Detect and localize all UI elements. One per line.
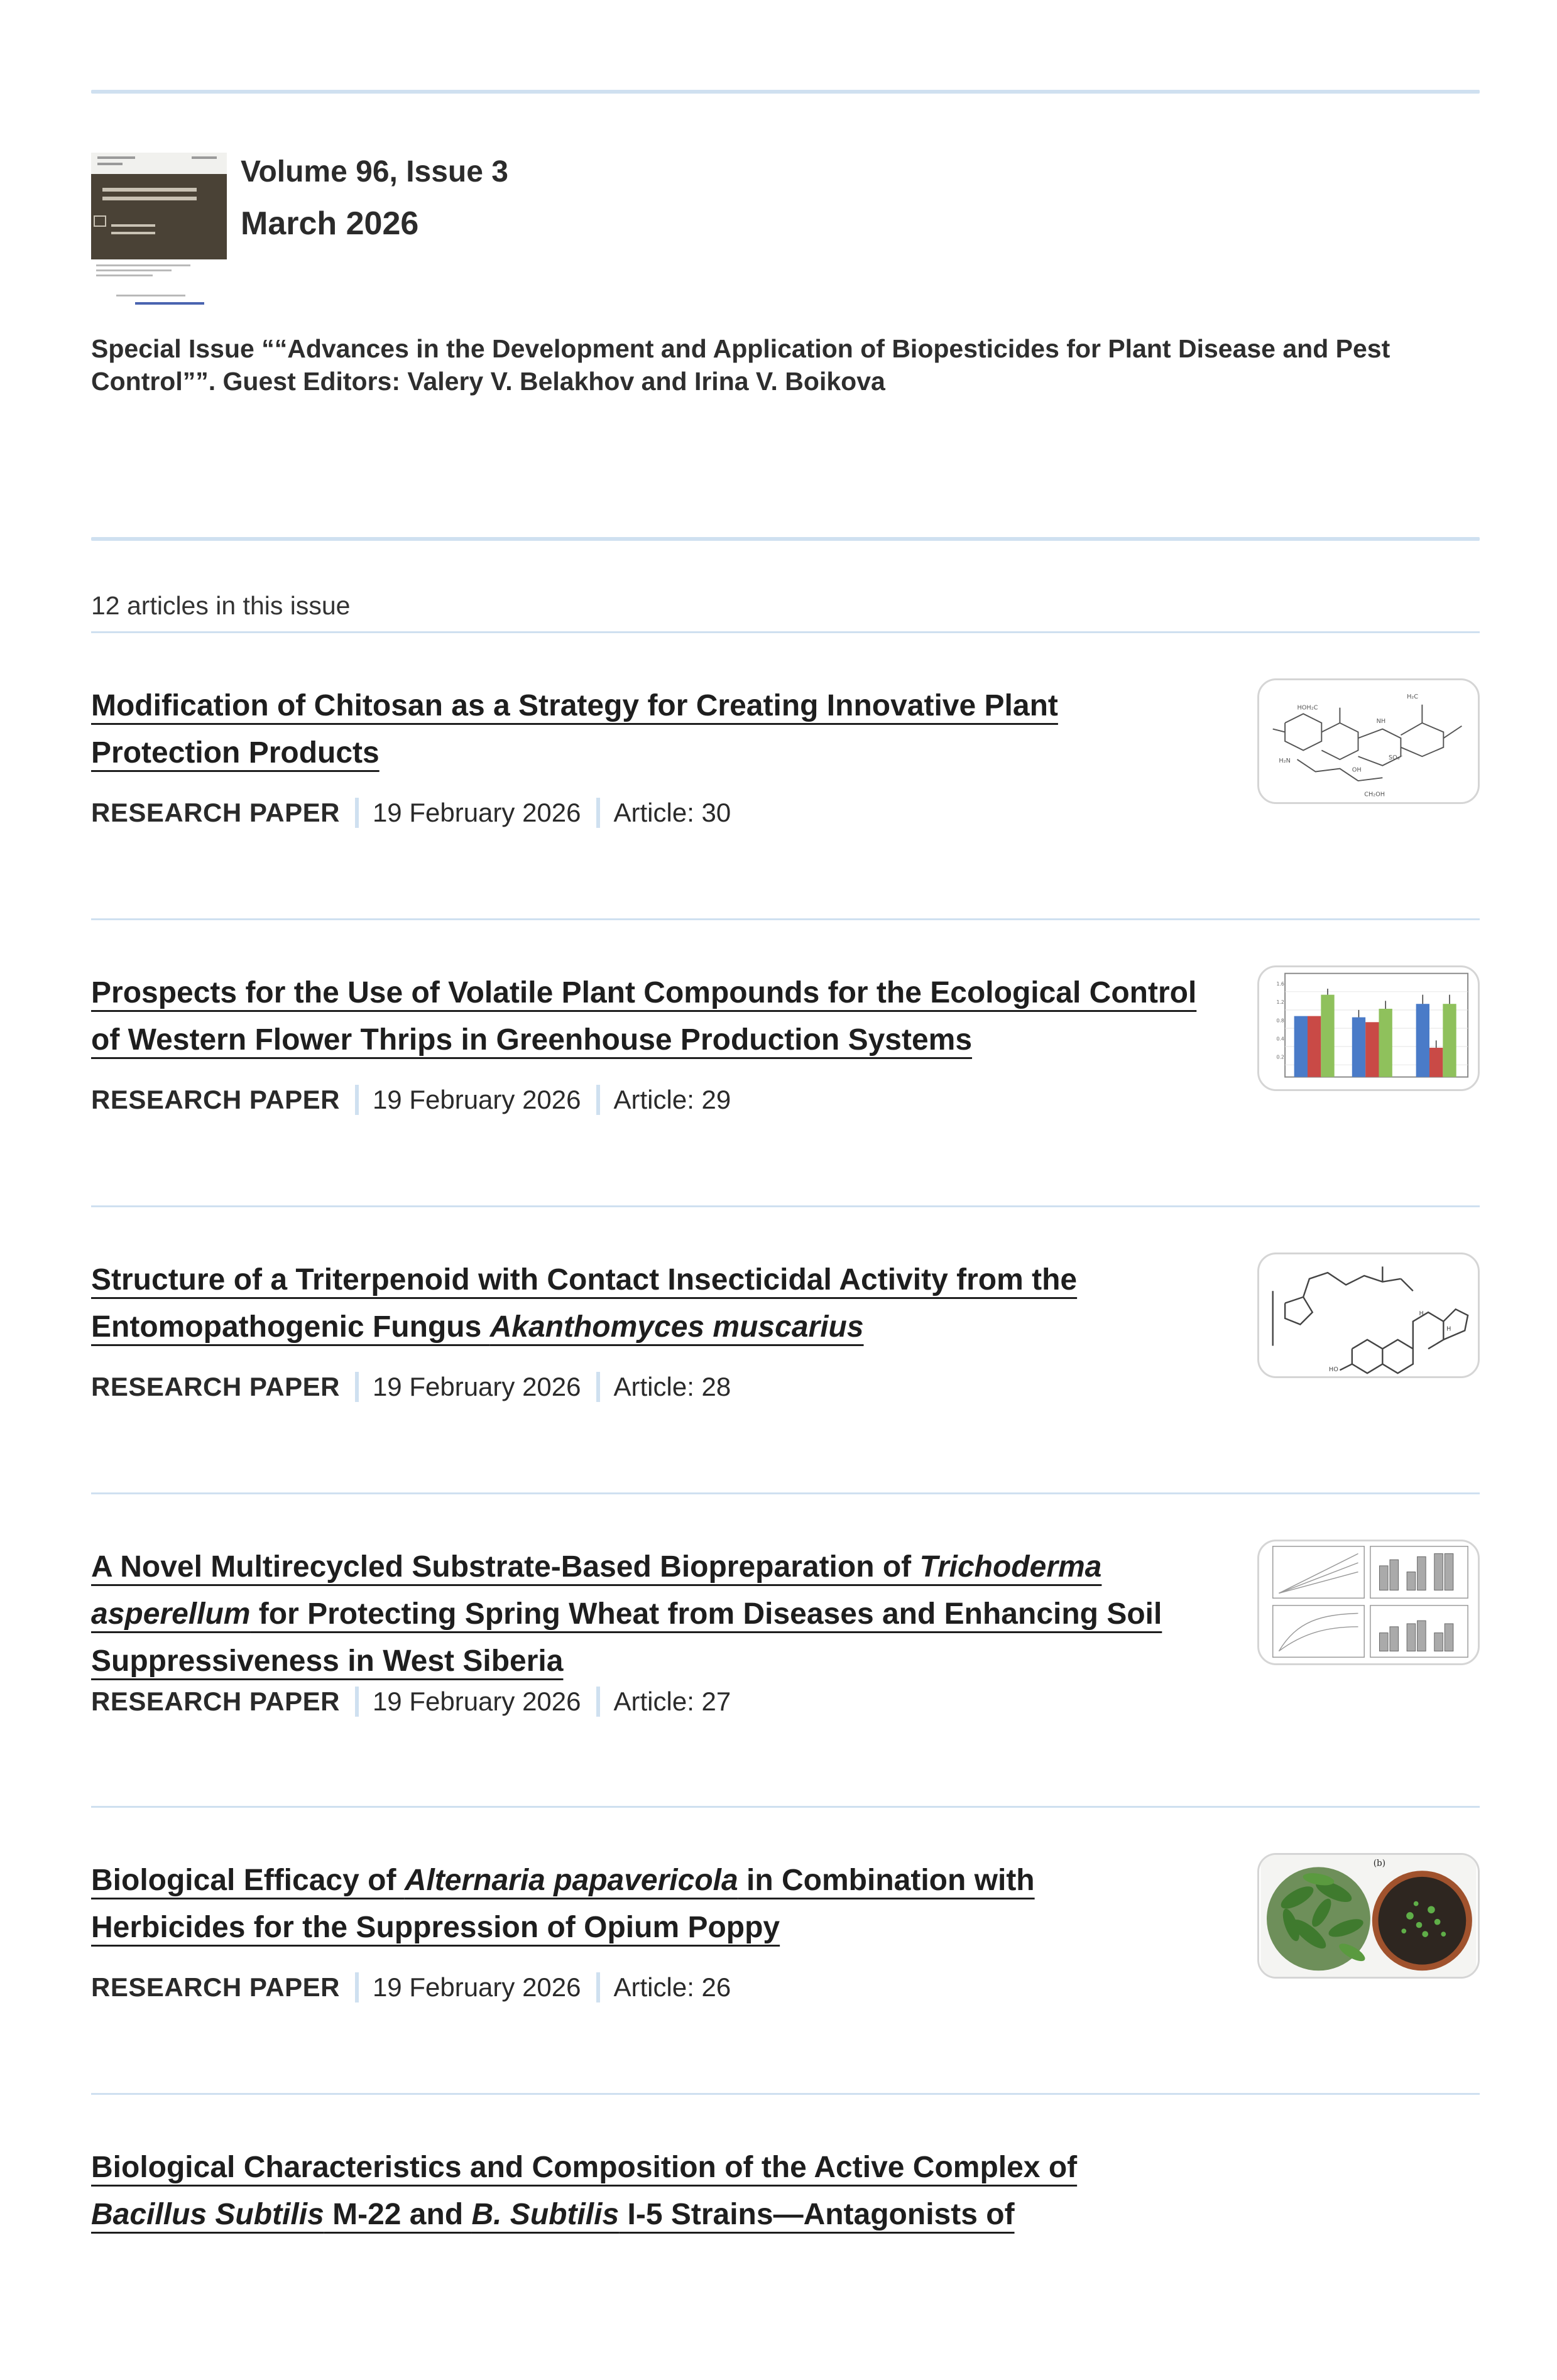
svg-text:0.8: 0.8	[1276, 1018, 1284, 1024]
svg-text:(b): (b)	[1373, 1858, 1386, 1869]
meta-separator	[355, 1687, 359, 1717]
svg-text:SO₃⁻: SO₃⁻	[1389, 754, 1403, 762]
article-meta	[91, 1687, 731, 1717]
svg-text:H₂C: H₂C	[1407, 693, 1419, 701]
svg-text:H: H	[1419, 1310, 1424, 1317]
meta-separator	[596, 1372, 600, 1402]
article-type: RESEARCH PAPER	[91, 798, 340, 827]
issue-meta	[241, 154, 508, 243]
article-date: 19 February 2026	[372, 1687, 581, 1716]
article-number: Article: 26	[613, 1972, 731, 2002]
article-date: 19 February 2026	[372, 1972, 581, 2002]
article-number: Article: 30	[613, 798, 731, 827]
meta-separator	[355, 1372, 359, 1402]
article-meta	[91, 1972, 731, 2002]
article-date: 19 February 2026	[372, 1372, 581, 1401]
meta-separator	[596, 1687, 600, 1717]
article-date: 19 February 2026	[372, 798, 581, 827]
article-meta	[91, 1085, 731, 1115]
issue-page	[91, 0, 1480, 2380]
bar-chart-thumbnail-icon[interactable]	[1257, 965, 1480, 1091]
svg-text:CH₂OH: CH₂OH	[1364, 791, 1385, 798]
article-item	[91, 1808, 1480, 2093]
svg-text:0.2: 0.2	[1276, 1054, 1284, 1060]
article-date: 19 February 2026	[372, 1085, 581, 1114]
article-number: Article: 28	[613, 1372, 731, 1401]
meta-separator	[596, 798, 600, 828]
issue-volume: Volume 96, Issue 3	[241, 155, 508, 188]
meta-separator	[355, 798, 359, 828]
article-title-link[interactable]: Prospects for the Use of Volatile Plant Compounds for the Ecological Control of Western Flower Thrips in Greenhouse Production Systems	[91, 976, 1197, 1057]
issue-date: March 2026	[241, 205, 419, 242]
article-title	[91, 1543, 1197, 1685]
article-item	[91, 1207, 1480, 1492]
chemical-structure-thumbnail-icon[interactable]	[1257, 678, 1480, 804]
article-meta	[91, 798, 731, 828]
svg-text:HOH₂C: HOH₂C	[1297, 704, 1318, 712]
article-title-link[interactable]: Biological Efficacy of Alternaria papavericola in Combination with Herbicides for the Suppression of Opium Poppy	[91, 1864, 1035, 1944]
article-number: Article: 27	[613, 1687, 731, 1716]
svg-text:OH: OH	[1352, 766, 1362, 774]
article-item	[91, 2095, 1480, 2380]
article-type: RESEARCH PAPER	[91, 1372, 340, 1401]
special-issue-description: Special Issue ““Advances in the Development and Application of Biopesticides for Plant Disease and Pest Control””. Guest Editors: Valery V. Belakhov and Irina V. Boikova	[91, 334, 1390, 396]
svg-text:1.2: 1.2	[1276, 999, 1284, 1006]
article-title-link[interactable]: A Novel Multirecycled Substrate-Based Biopreparation of Trichoderma asperellum for Protecting Spring Wheat from Diseases and Enhancing Soil Suppressiveness in West Siberia	[91, 1550, 1162, 1678]
article-item	[91, 1494, 1480, 1806]
meta-separator	[355, 1085, 359, 1115]
svg-text:H: H	[1446, 1325, 1451, 1333]
journal-cover-icon[interactable]	[91, 153, 227, 315]
svg-text:H₂N: H₂N	[1279, 757, 1291, 764]
article-item	[91, 633, 1480, 918]
article-title	[91, 2144, 1197, 2238]
triterpenoid-structure-thumbnail-icon[interactable]	[1257, 1252, 1480, 1378]
article-count-row	[91, 541, 1480, 621]
article-count: 12 articles in this issue	[91, 591, 351, 620]
article-type: RESEARCH PAPER	[91, 1085, 340, 1114]
article-title-link[interactable]: Biological Characteristics and Composition of the Active Complex of Bacillus Subtilis M-22 and B. Subtilis I-5 Strains—Antagonists of	[91, 2151, 1078, 2231]
article-title	[91, 682, 1197, 776]
plant-photo-thumbnail-icon[interactable]	[1257, 1853, 1480, 1979]
article-title	[91, 1857, 1197, 1951]
article-title	[91, 1256, 1197, 1350]
issue-header	[91, 94, 1480, 396]
meta-separator	[596, 1972, 600, 2002]
article-number: Article: 29	[613, 1085, 731, 1114]
article-item	[91, 920, 1480, 1205]
svg-text:0.4: 0.4	[1276, 1036, 1284, 1042]
meta-separator	[355, 1972, 359, 2002]
svg-text:HO: HO	[1328, 1366, 1338, 1374]
meta-separator	[596, 1085, 600, 1115]
article-title-link[interactable]: Modification of Chitosan as a Strategy for Creating Innovative Plant Protection Products	[91, 689, 1058, 769]
article-meta	[91, 1372, 731, 1402]
article-title	[91, 969, 1197, 1063]
article-type: RESEARCH PAPER	[91, 1687, 340, 1716]
multi-chart-thumbnail-icon[interactable]	[1257, 1540, 1480, 1665]
article-title-link[interactable]: Structure of a Triterpenoid with Contact Insecticidal Activity from the Entomopathogenic Fungus Akanthomyces muscarius	[91, 1263, 1078, 1344]
article-type: RESEARCH PAPER	[91, 1972, 340, 2002]
svg-text:NH: NH	[1376, 717, 1386, 725]
svg-text:1.6: 1.6	[1276, 981, 1284, 987]
